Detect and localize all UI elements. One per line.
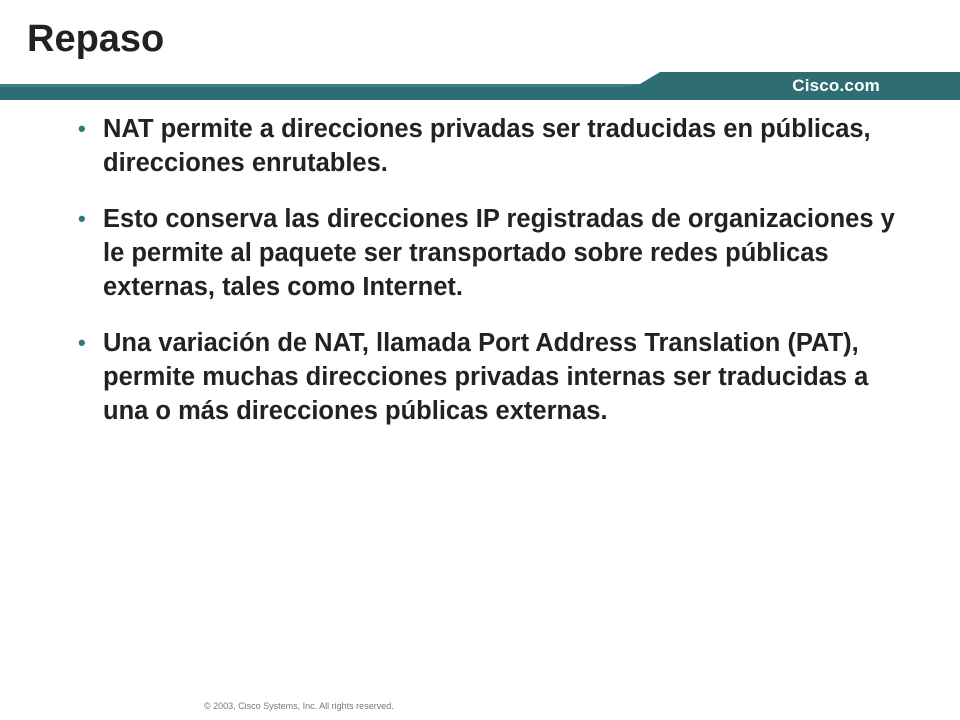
copyright-footer: © 2003, Cisco Systems, Inc. All rights reserved. bbox=[204, 701, 394, 711]
bullet-item bbox=[78, 112, 898, 180]
bullet-icon: • bbox=[78, 206, 86, 231]
bullet-item bbox=[78, 326, 898, 428]
bullet-icon: • bbox=[78, 116, 86, 141]
bullet-list bbox=[78, 112, 898, 450]
slide-title: Repaso bbox=[27, 18, 165, 60]
bullet-text: Una variación de NAT, llamada Port Address Translation (PAT), permite muchas direcciones privadas internas ser traducidas a una o más direcciones públicas externas. bbox=[103, 329, 869, 425]
bullet-item bbox=[78, 202, 898, 304]
cisco-logo-text: Cisco.com bbox=[792, 76, 880, 95]
bullet-text: Esto conserva las direcciones IP registradas de organizaciones y le permite al paquete ser transportado sobre redes públicas externas, tales como Internet. bbox=[103, 205, 895, 301]
bullet-text: NAT permite a direcciones privadas ser traducidas en públicas, direcciones enrutables. bbox=[103, 115, 871, 177]
bullet-icon: • bbox=[78, 330, 86, 355]
